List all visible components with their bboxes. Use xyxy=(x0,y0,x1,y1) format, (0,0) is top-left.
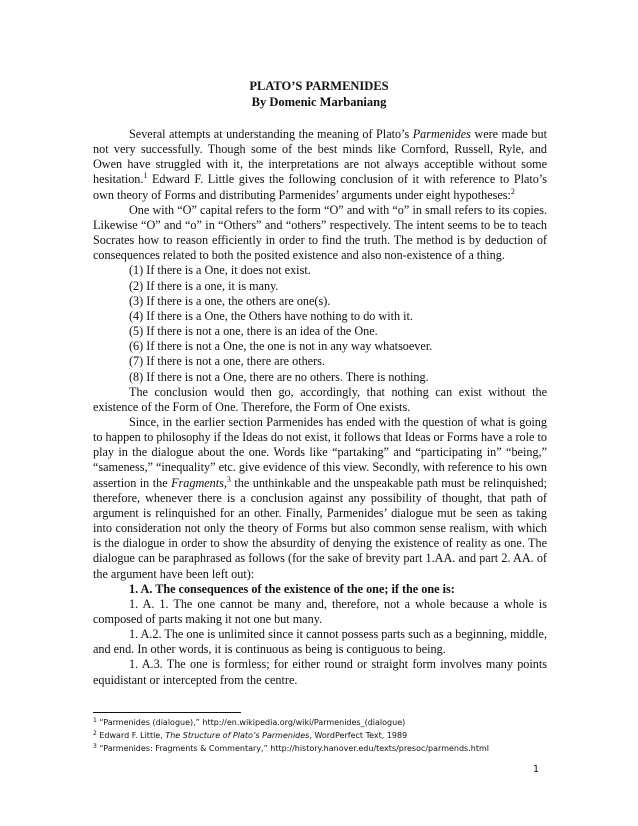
hypothesis-item: (1) If there is a One, it does not exist. xyxy=(129,263,311,278)
text-run: Edward F. Little gives the following conclusion of it with reference to Plato’s own theory of Forms and distributing Parmenides’ arguments under eight hypotheses: xyxy=(93,172,547,202)
footnotes xyxy=(93,716,553,755)
footnote-text: “Parmenides: Fragments & Commentary,” http://history.hanover.edu/texts/presoc/parmends.html xyxy=(96,744,489,753)
text-run: the unthinkable and the unspeakable path must be relinquished; therefore, whenever there is a conclusion against any possibility of thought, that path of argument is relinquished for an other. Finally, Parmenides’ dialogue mut be seen as taking into consideration not only the theory of Forms but also common sense realism, with which is the dialogue in order to show the absurdity of denying the existence of reality as one. The dialogue can be paraphrased as follows (for the sake of brevity part 1.AA. and part 2. AA. of the argument have been left out): xyxy=(93,475,547,581)
hypothesis-item: (2) If there is a one, it is many. xyxy=(129,278,279,293)
footnote-number: 3 xyxy=(93,743,97,750)
paragraph-1a1: 1. A. 1. The one cannot be many and, therefore, not a whole because a whole is composed of parts making it not one but many. xyxy=(93,596,547,626)
footnote-3 xyxy=(93,742,553,755)
hypothesis-item: (7) If there is not a one, there are others. xyxy=(129,354,325,369)
footnote-2 xyxy=(93,729,553,742)
paragraph-4 xyxy=(93,415,547,582)
paragraph-1 xyxy=(93,127,547,203)
body-text xyxy=(93,127,547,688)
section-heading: 1. A. The consequences of the existence of the one; if the one is: xyxy=(129,581,455,596)
hypothesis-item: (3) If there is a one, the others are one(s). xyxy=(129,293,331,308)
hypothesis-item: (5) If there is not a one, there is an idea of the One. xyxy=(129,324,378,339)
text-run: were made but not very successfully. Though some of the best minds like Cornford, Russell, Ryle, and Owen have struggled with it, the interpretations are not always acceptible without some hesitation. xyxy=(93,127,547,187)
title-block xyxy=(0,78,638,110)
footnote-ref-2: 2 xyxy=(510,186,515,196)
italic-title-fragments: Fragments, xyxy=(171,475,227,490)
footnote-number: 2 xyxy=(93,730,97,737)
paragraph-1a2: 1. A.2. The one is unlimited since it cannot possess parts such as a beginning, middle, and end. In other words, it is continuous as being is contiguous to being. xyxy=(93,627,547,657)
footnote-italic-title: The Structure of Plato’s Parmenides xyxy=(165,731,310,740)
document-author: By Domenic Marbaniang xyxy=(251,95,387,109)
paragraph-2: One with “O” capital refers to the form “O” and with “o” in small refers to its copies. Likewise “O” and “o” in “Others” and “others” respectively. The intent seems to be to teach Socrates how to reason efficiently in order to find the truth. The method is by deduction of consequences related to both the posited existence and also non-existence of a thing. xyxy=(93,202,547,263)
page-number: 1 xyxy=(533,764,540,775)
footnote-text: Edward F. Little, xyxy=(96,731,166,740)
paragraph-3: The conclusion would then go, accordingly, that nothing can exist without the existence of the Form of One. Therefore, the Form of One exists. xyxy=(93,384,547,414)
footnote-ref-1: 1 xyxy=(143,171,148,181)
footnote-1 xyxy=(93,716,553,729)
text-run: Several attempts at understanding the meaning of Plato’s xyxy=(129,127,413,141)
italic-title-parmenides: Parmenides xyxy=(412,127,471,141)
footnote-separator xyxy=(93,712,241,713)
text-run: Since, in the earlier section Parmenides has ended with the question of what is going to happen to philosophy if the Ideas do not exist, it follows that Ideas or Forms have a role to play in the dialogue about the one. Words like “partaking” and “participating in” “being,” “sameness,” “inequality” etc. give evidence of this view. Secondly, with reference to his own assertion in the xyxy=(93,414,547,490)
footnote-number: 1 xyxy=(93,717,97,724)
paragraph-1a3: 1. A.3. The one is formless; for either round or straight form involves many points equidistant or intercepted from the centre. xyxy=(93,657,547,687)
hypothesis-item: (4) If there is a One, the Others have nothing to do with it. xyxy=(129,308,413,323)
footnote-ref-3: 3 xyxy=(226,474,231,484)
hypothesis-item: (8) If there is not a One, there are no others. There is nothing. xyxy=(129,369,429,384)
footnote-text: , WordPerfect Text, 1989 xyxy=(309,731,408,740)
footnote-text: “Parmenides (dialogue),” http://en.wikipedia.org/wiki/Parmenides_(dialogue) xyxy=(96,718,406,727)
document-title: PLATO’S PARMENIDES xyxy=(249,79,389,93)
hypothesis-item: (6) If there is not a One, the one is not in any way whatsoever. xyxy=(129,339,433,354)
